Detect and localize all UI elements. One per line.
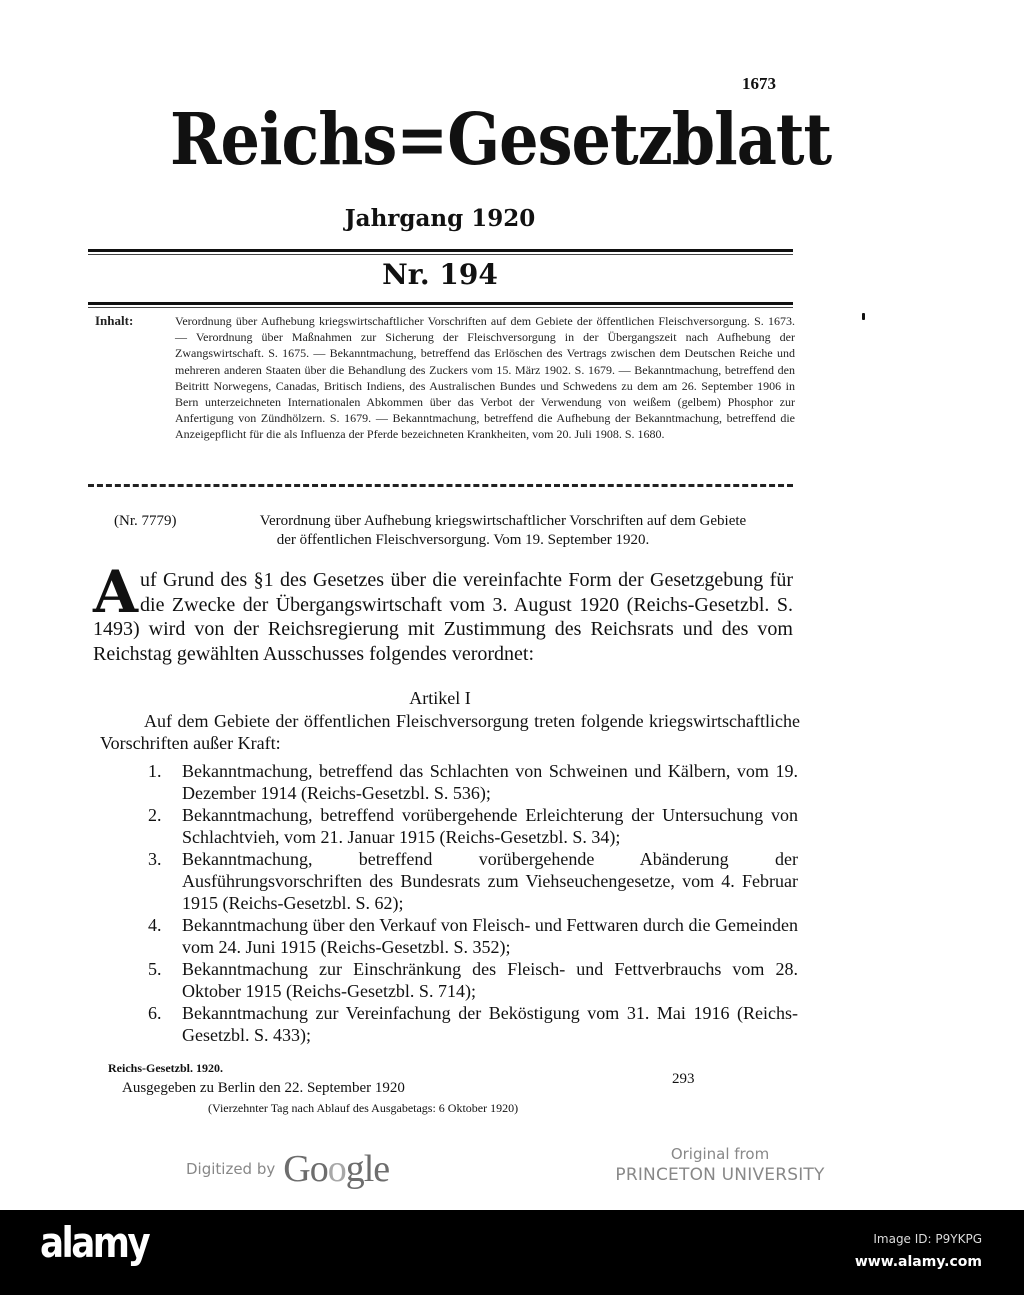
list-item bbox=[148, 760, 798, 804]
masthead-title: Reichs=Gesetzblatt bbox=[170, 97, 832, 182]
article-intro: Auf dem Gebiete der öffentlichen Fleischversorgung treten folgende kriegswirtschaftliche Vorschriften außer Kraft: bbox=[100, 711, 800, 753]
image-id: Image ID: P9YKPG bbox=[873, 1232, 982, 1246]
footer-source: Reichs-Gesetzbl. 1920. bbox=[108, 1061, 223, 1075]
preamble-text: uf Grund des §1 des Gesetzes über die vereinfachte Form der Gesetzgebung für die Zwecke der Übergangswirtschaft vom 3. August 1920 (Reichs-Gesetzbl. S. 1493) wird von der Reichsregierung mit Zustimmung des Reichsrats und des vom Reichstag gewählten Ausschusses folgendes verordnet: bbox=[93, 569, 793, 665]
item-number: 4. bbox=[148, 915, 162, 935]
item-text: Bekanntmachung, betreffend das Schlachten von Schweinen und Kälbern, vom 19. Dezember 1914 (Reichs-Gesetzbl. S. 536); bbox=[182, 761, 798, 803]
digitized-by-label: Digitized by bbox=[186, 1160, 276, 1178]
item-number: 3. bbox=[148, 849, 162, 869]
repealed-list bbox=[148, 760, 798, 1046]
list-item bbox=[148, 958, 798, 1002]
list-item bbox=[148, 804, 798, 848]
ordinance-title-line1: Verordnung über Aufhebung kriegswirtschaftlicher Vorschriften auf dem Gebiete bbox=[259, 513, 747, 529]
item-text: Bekanntmachung, betreffend vorübergehende Abänderung der Ausführungsvorschriften des Bundesrats zum Viehseuchengesetze, vom 4. Februar 1915 (Reichs-Gesetzbl. S. 62); bbox=[182, 849, 798, 913]
item-text: Bekanntmachung über den Verkauf von Fleisch- und Fettwaren durch die Gemeinden vom 24. Juni 1915 (Reichs-Gesetzbl. S. 352); bbox=[182, 915, 798, 957]
institution-name: PRINCETON UNIVERSITY bbox=[615, 1165, 825, 1185]
preamble bbox=[93, 558, 793, 666]
list-item bbox=[148, 1002, 798, 1046]
issue-date: Ausgegeben zu Berlin den 22. September 1920 bbox=[122, 1080, 405, 1096]
volume-year: Jahrgang 1920 bbox=[344, 205, 536, 232]
list-item bbox=[148, 914, 798, 958]
item-text: Bekanntmachung zur Vereinfachung der Beköstigung vom 31. Mai 1916 (Reichs-Gesetzbl. S. 433); bbox=[182, 1003, 798, 1045]
item-number: 2. bbox=[148, 805, 162, 825]
drop-cap: A bbox=[93, 558, 139, 626]
digitized-by-watermark bbox=[186, 1144, 389, 1194]
issue-number: Nr. 194 bbox=[382, 258, 498, 291]
divider-contents bbox=[88, 302, 793, 308]
article-heading: Artikel I bbox=[409, 688, 471, 708]
table-of-contents bbox=[95, 313, 795, 443]
list-item bbox=[148, 848, 798, 914]
alamy-url: www.alamy.com bbox=[854, 1254, 982, 1270]
item-text: Bekanntmachung, betreffend vorübergehende Erleichterung der Untersuchung von Schlachtvieh, vom 21. Januar 1915 (Reichs-Gesetzbl. S. 34); bbox=[182, 805, 798, 847]
divider-top bbox=[88, 249, 793, 255]
google-logo: Google bbox=[283, 1148, 390, 1190]
effective-note: (Vierzehnter Tag nach Ablauf des Ausgabetags: 6 Oktober 1920) bbox=[208, 1101, 519, 1115]
scan-speck bbox=[862, 313, 865, 320]
stock-photo-banner bbox=[0, 1210, 1024, 1295]
ordinance-heading bbox=[114, 512, 808, 550]
original-from-label: Original from bbox=[670, 1145, 770, 1163]
ordinance-title-line2: der öffentlichen Fleischversorgung. Vom 19. September 1920. bbox=[276, 532, 650, 548]
item-number: 5. bbox=[148, 959, 162, 979]
origin-watermark bbox=[600, 1145, 840, 1185]
ordinance-reference: (Nr. 7779) bbox=[114, 513, 177, 529]
contents-label: Inhalt: bbox=[95, 313, 134, 328]
sheet-number: 293 bbox=[672, 1071, 695, 1087]
item-number: 1. bbox=[148, 761, 162, 781]
divider-body bbox=[88, 484, 793, 487]
page-number: 1673 bbox=[742, 74, 776, 93]
item-text: Bekanntmachung zur Einschränkung des Fleisch- und Fettverbrauchs vom 28. Oktober 1915 (Reichs-Gesetzbl. S. 714); bbox=[182, 959, 798, 1001]
contents-text: Verordnung über Aufhebung kriegswirtschaftlicher Vorschriften auf dem Gebiete der öffentlichen Fleischversorgung. S. 1673. — Verordnung über Maßnahmen zur Sicherung der Fleischversorgung in der Übergangszeit nach Aufhebung der Zwangswirtschaft. S. 1675. — Bekanntmachung, betreffend das Erlöschen des Vertrags zwischen dem Deutschen Reiche und mehreren anderen Staaten über die Behandlung des Zuckers vom 15. März 1902. S. 1679. — Bekanntmachung, betreffend den Beitritt Norwegens, Canadas, Britisch Indiens, des Australischen Bundes und Schwedens zu dem am 26. September 1906 in Bern unterzeichneten Internationalen Abkommen über das Verbot der Verwendung von weißem (gelbem) Phosphor zur Anfertigung von Zündhölzern. S. 1679. — Bekanntmachung, betreffend die Aufhebung der Bekanntmachung, betreffend die Anzeigepflicht für die als Influenza der Pferde bezeichneten Krankheiten, vom 20. Juli 1908. S. 1680. bbox=[175, 314, 795, 442]
item-number: 6. bbox=[148, 1003, 162, 1023]
alamy-logo: alamy bbox=[40, 1218, 149, 1267]
